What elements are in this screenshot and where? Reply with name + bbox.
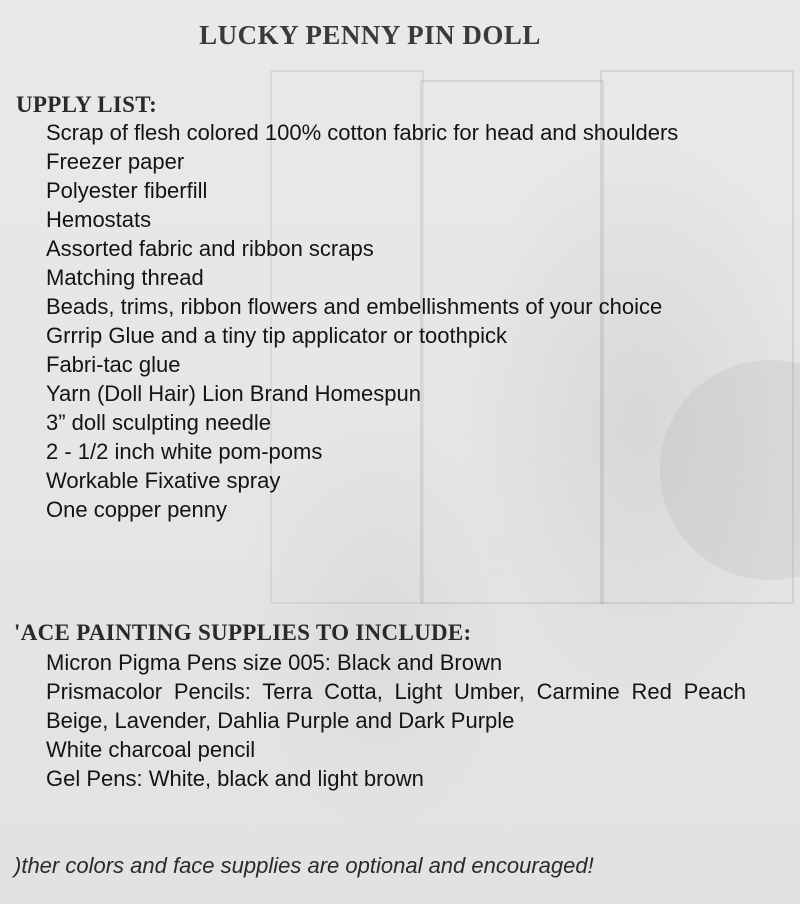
list-item: Polyester fiberfill bbox=[46, 178, 208, 203]
list-item: 2 - 1/2 inch white pom-poms bbox=[46, 439, 323, 464]
supply-list bbox=[46, 118, 746, 524]
optional-supplies-note: )ther colors and face supplies are optional and encouraged! bbox=[14, 853, 594, 878]
list-item: Assorted fabric and ribbon scraps bbox=[46, 236, 374, 261]
list-item: Fabri-tac glue bbox=[46, 352, 181, 377]
list-item: Grrrip Glue and a tiny tip applicator or toothpick bbox=[46, 323, 508, 348]
face-supplies-list bbox=[46, 648, 746, 793]
page-title: LUCKY PENNY PIN DOLL bbox=[199, 20, 541, 50]
list-item: One copper penny bbox=[46, 497, 228, 522]
list-item: Matching thread bbox=[46, 265, 204, 290]
list-item: Workable Fixative spray bbox=[46, 468, 281, 493]
list-item: 3” doll sculpting needle bbox=[46, 410, 272, 435]
list-item: Prismacolor Pencils: Terra Cotta, Light Umber, Carmine Red Peach Beige, Lavender, Dahlia Purple and Dark Purple bbox=[46, 679, 746, 733]
list-item: Freezer paper bbox=[46, 149, 185, 174]
supply-list-heading: UPPLY LIST: bbox=[16, 92, 158, 117]
list-item: White charcoal pencil bbox=[46, 737, 256, 762]
list-item: Beads, trims, ribbon flowers and embellishments of your choice bbox=[46, 294, 663, 319]
list-item: Scrap of flesh colored 100% cotton fabric for head and shoulders bbox=[46, 120, 679, 145]
list-item: Micron Pigma Pens size 005: Black and Brown bbox=[46, 650, 503, 675]
list-item: Hemostats bbox=[46, 207, 152, 232]
face-supplies-heading: 'ACE PAINTING SUPPLIES TO INCLUDE: bbox=[14, 620, 472, 645]
list-item: Gel Pens: White, black and light brown bbox=[46, 766, 424, 791]
list-item: Yarn (Doll Hair) Lion Brand Homespun bbox=[46, 381, 421, 406]
